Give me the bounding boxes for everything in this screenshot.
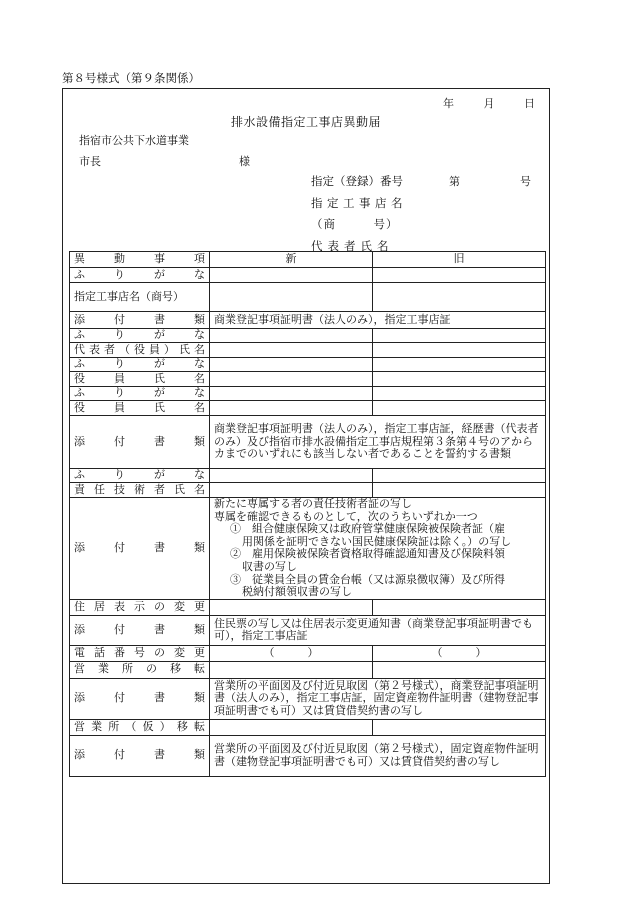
store-name-old[interactable] [373, 283, 546, 312]
temp-office-old[interactable] [373, 719, 546, 735]
table-row [70, 329, 546, 343]
engineer-name-old[interactable] [373, 483, 546, 498]
header-old: 旧 [373, 252, 546, 268]
attachments-label: 添付書類 [70, 735, 210, 776]
engineer-furigana-old[interactable] [373, 469, 546, 483]
table-row [70, 615, 546, 645]
table-row [70, 283, 546, 312]
store-name-new[interactable] [210, 283, 373, 312]
temp-office-attachments-text: 営業所の平面図及び付近見取図（第２号様式），固定資産物件証明書（建物登記事項証明書でも可）又は賃貸借契約書の写し [210, 735, 546, 776]
office-move-attachments-text: 営業所の平面図及び付近見取図（第２号様式），商業登記事項証明書（法人のみ），指定工事店証，固定資産物件証明書（建物登記事項証明書でも可）又は賃貸借契約書の写し [210, 678, 546, 719]
furigana-label: ふりがな [70, 329, 210, 343]
table-row [70, 735, 546, 776]
engineer-attach-item: 税納付額領収書の写し [242, 585, 352, 599]
representative-label: 代表者氏名 [311, 239, 394, 253]
address-attachments-text: 住民票の写し又は住居表示変更通知書（商業登記事項証明書でも可），指定工事店証 [210, 615, 546, 645]
phone-new[interactable]: （ ） [210, 645, 373, 661]
officer2-furigana-old[interactable] [373, 387, 546, 401]
addressee-honorific: 様 [239, 155, 250, 168]
attachments-label: 添付書類 [70, 678, 210, 719]
store-name-label: 指定工事店名 [311, 196, 407, 210]
table-row [70, 343, 546, 358]
address-old[interactable] [373, 599, 546, 615]
furigana-label: ふりがな [70, 358, 210, 372]
furigana-label: ふりがな [70, 469, 210, 483]
engineer-attach-item: 用関係を証明できない国民健康保険証は除く。）の写し [242, 534, 512, 548]
table-row [70, 599, 546, 615]
table-row [70, 416, 546, 469]
engineer-attachments-text [210, 498, 546, 600]
officer1-furigana-old[interactable] [373, 358, 546, 372]
officer1-furigana-new[interactable] [210, 358, 373, 372]
furigana-label: ふりがな [70, 387, 210, 401]
table-row [70, 469, 546, 483]
address-new[interactable] [210, 599, 373, 615]
engineer-attach-item: ② 雇用保険被保険者資格取得確認通知書及び保険料領 [230, 547, 505, 561]
table-row [70, 661, 546, 678]
date-year: 年 [443, 97, 454, 110]
addressee-organization: 指宿市公共下水道事業 [79, 134, 189, 147]
header-item: 異動事項 [70, 252, 210, 268]
rep-name-new[interactable] [210, 343, 373, 358]
phone-old[interactable]: （ ） [373, 645, 546, 661]
temp-office-new[interactable] [210, 719, 373, 735]
trade-name-label: （商 号） [311, 217, 399, 231]
engineer-attach-item: 収書の写し [242, 559, 297, 573]
temp-office-label: 営業所（仮）移転 [70, 719, 210, 735]
form-title: 排水設備指定工事店異動届 [230, 115, 381, 129]
form-frame [62, 88, 550, 884]
furigana-label: ふりがな [70, 268, 210, 283]
engineer-attach-line: 新たに専属する者の責任技術者証の写し [214, 497, 412, 510]
office-move-new[interactable] [210, 661, 373, 678]
officer1-name-new[interactable] [210, 372, 373, 387]
table-row [70, 387, 546, 401]
officer-name-label: 役員氏名 [70, 401, 210, 416]
date-day: 日 [524, 97, 535, 110]
registration-number-suffix: 号 [520, 175, 531, 188]
store-furigana-old[interactable] [373, 268, 546, 283]
rep-name-old[interactable] [373, 343, 546, 358]
addressee-title: 市長 [79, 155, 101, 168]
attachments-label: 添付書類 [70, 498, 210, 600]
table-row [70, 358, 546, 372]
office-move-label: 営業所の移転 [70, 661, 210, 678]
engineer-furigana-new[interactable] [210, 469, 373, 483]
attachments-label: 添付書類 [70, 416, 210, 469]
engineer-name-new[interactable] [210, 483, 373, 498]
phone-change-label: 電話番号の変更 [70, 645, 210, 661]
office-move-old[interactable] [373, 661, 546, 678]
date-month: 月 [483, 97, 495, 110]
table-row [70, 498, 546, 600]
address-change-label: 住居表示の変更 [70, 599, 210, 615]
engineer-attach-item: ③ 従業員全員の賃金台帳（又は源泉徴収簿）及び所得 [230, 572, 505, 586]
header-new: 新 [210, 252, 373, 268]
attachments-label: 添付書類 [70, 615, 210, 645]
engineer-attach-line: 専属を確認できるものとして，次のうちいずれか一つ [214, 509, 478, 523]
store-attachments-text: 商業登記事項証明書（法人のみ），指定工事店証 [210, 312, 546, 329]
table-row [70, 312, 546, 329]
registration-number-label: 指定（登録）番号 [311, 174, 403, 188]
attachments-label: 添付書類 [70, 312, 210, 329]
table-row [70, 401, 546, 416]
store-name-row-label: 指定工事店名（商号） [70, 283, 210, 312]
officer2-name-old[interactable] [373, 401, 546, 416]
table-row [70, 268, 546, 283]
table-row [70, 645, 546, 661]
table-row [70, 719, 546, 735]
table-header-row [70, 252, 546, 268]
officer-name-label: 役員氏名 [70, 372, 210, 387]
rep-furigana-new[interactable] [210, 329, 373, 343]
engineer-attach-item: ① 組合健康保険又は政府管掌健康保険被保険者証（雇 [230, 522, 505, 536]
table-row [70, 678, 546, 719]
store-furigana-new[interactable] [210, 268, 373, 283]
change-items-table [69, 251, 546, 777]
engineer-name-label: 責任技術者氏名 [70, 483, 210, 498]
date-line [417, 95, 535, 111]
officer2-name-new[interactable] [210, 401, 373, 416]
officer1-name-old[interactable] [373, 372, 546, 387]
officer2-furigana-new[interactable] [210, 387, 373, 401]
registration-number-prefix: 第 [449, 175, 460, 188]
rep-furigana-old[interactable] [373, 329, 546, 343]
table-row [70, 483, 546, 498]
form-number-caption: 第８号様式（第９条関係） [62, 71, 200, 85]
table-row [70, 372, 546, 387]
rep-attachments-text: 商業登記事項証明書（法人のみ），指定工事店証，経歴書（代表者のみ）及び指宿市排水設備指定工事店規程第３条第４号のアからカまでのいずれにも該当しない者であることを誓約する書類 [210, 416, 546, 469]
rep-name-label: 代表者（役員）氏名 [70, 343, 210, 358]
